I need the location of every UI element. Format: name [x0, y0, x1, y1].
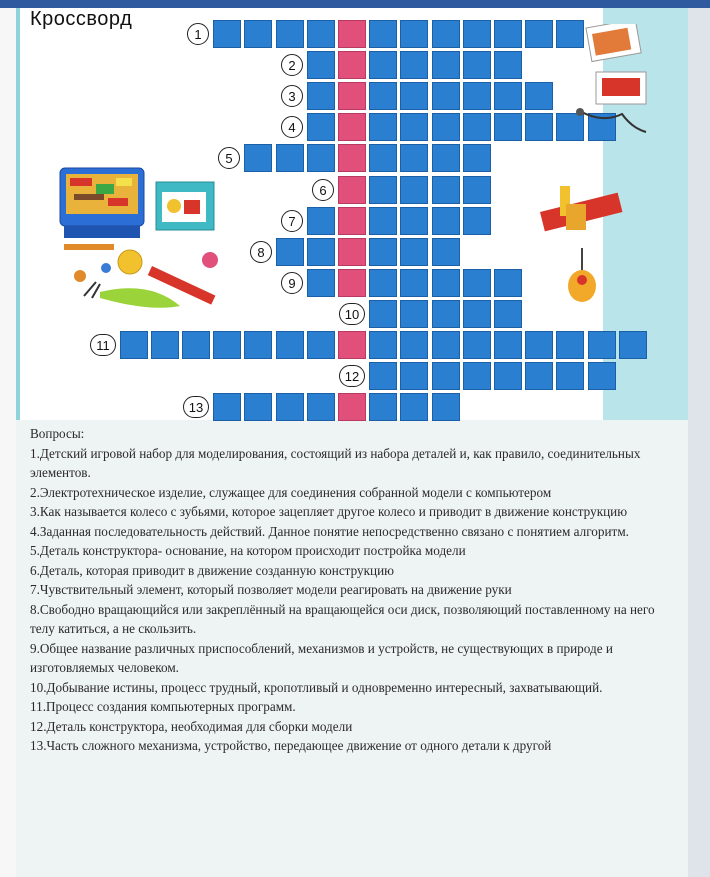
crossword-cell[interactable] [307, 269, 335, 297]
crossword-cell[interactable] [494, 300, 522, 328]
crossword-cell[interactable] [463, 362, 491, 390]
crossword-cell[interactable] [525, 82, 553, 110]
crossword-cell[interactable] [463, 144, 491, 172]
crossword-cell[interactable] [619, 331, 647, 359]
question-8: 8.Свободно вращающийся или закреплённый на вращающейся оси диск, позволяющий поставленному на него телу катиться, а не скользить. [30, 601, 658, 636]
crossword-cell[interactable] [400, 144, 428, 172]
parts-box-picture [58, 162, 148, 242]
crossword-cell[interactable] [432, 269, 460, 297]
page-title: Кроссворд [30, 8, 133, 30]
crossword-cell[interactable] [432, 176, 460, 204]
clue-number-1: 1 [187, 23, 209, 45]
crossword-cell[interactable] [369, 144, 397, 172]
cards-picture [572, 24, 652, 134]
clue-number-5: 5 [218, 147, 240, 169]
crossword-cell[interactable] [307, 113, 335, 141]
crossword-cell[interactable] [525, 113, 553, 141]
crossword-cell[interactable] [400, 82, 428, 110]
crossword-cell[interactable] [400, 113, 428, 141]
crossword-cell[interactable] [182, 331, 210, 359]
robot-model-picture [536, 182, 628, 318]
crossword-cell[interactable] [276, 20, 304, 48]
crossword-cell[interactable] [463, 113, 491, 141]
crossword-cell[interactable] [244, 144, 272, 172]
crossword-cell[interactable] [525, 362, 553, 390]
question-10: 10.Добывание истины, процесс трудный, кропотливый и одновременно интересный, захватывающий. [30, 679, 603, 695]
crossword-cell[interactable] [307, 331, 335, 359]
crossword-cell[interactable] [494, 113, 522, 141]
clue-number-13: 13 [183, 396, 209, 418]
crossword-cell[interactable] [432, 51, 460, 79]
crossword-cell[interactable] [307, 82, 335, 110]
crossword-cell[interactable] [307, 393, 335, 421]
crossword-cell[interactable] [213, 393, 241, 421]
question-6: 6.Деталь, которая приводит в движение созданную конструкцию [30, 562, 394, 578]
crossword-cell[interactable] [400, 51, 428, 79]
crossword-cell[interactable] [556, 331, 584, 359]
crossword-cell[interactable] [400, 362, 428, 390]
crossword-cell[interactable] [120, 331, 148, 359]
crossword-cell[interactable] [463, 51, 491, 79]
clue-number-4: 4 [281, 116, 303, 138]
crossword-cell[interactable] [400, 331, 428, 359]
crossword-cell[interactable] [244, 331, 272, 359]
robot-parts-picture [60, 240, 240, 318]
crossword-cell[interactable] [369, 82, 397, 110]
crossword-cell[interactable] [432, 113, 460, 141]
crossword-cell[interactable] [276, 393, 304, 421]
crossword-cell[interactable] [338, 393, 366, 421]
window-top-bar [0, 0, 710, 8]
question-12: 12.Деталь конструктора, необходимая для сборки модели [30, 718, 353, 734]
crossword-cell[interactable] [463, 300, 491, 328]
crossword-cell[interactable] [307, 51, 335, 79]
crossword-cell[interactable] [525, 20, 553, 48]
crossword-cell[interactable] [463, 269, 491, 297]
crossword-cell[interactable] [369, 51, 397, 79]
crossword-cell[interactable] [432, 82, 460, 110]
crossword-cell[interactable] [400, 238, 428, 266]
question-11: 11.Процесс создания компьютерных программ. [30, 699, 296, 714]
crossword-cell[interactable] [463, 207, 491, 235]
clue-number-9: 9 [281, 272, 303, 294]
crossword-cell[interactable] [369, 238, 397, 266]
crossword-cell[interactable] [400, 20, 428, 48]
crossword-cell[interactable] [338, 82, 366, 110]
crossword-cell[interactable] [463, 331, 491, 359]
crossword-cell[interactable] [276, 331, 304, 359]
crossword-cell[interactable] [494, 82, 522, 110]
crossword-cell[interactable] [463, 82, 491, 110]
clue-number-7: 7 [281, 210, 303, 232]
clue-number-12: 12 [339, 365, 365, 387]
clue-number-3: 3 [281, 85, 303, 107]
clue-number-11: 11 [90, 334, 116, 356]
crossword-cell[interactable] [400, 207, 428, 235]
crossword-cell[interactable] [525, 331, 553, 359]
crossword-cell[interactable] [338, 20, 366, 48]
crossword-cell[interactable] [494, 362, 522, 390]
crossword-cell[interactable] [338, 238, 366, 266]
crossword-cell[interactable] [276, 144, 304, 172]
crossword-cell[interactable] [494, 51, 522, 79]
crossword-cell[interactable] [369, 20, 397, 48]
crossword-cell[interactable] [556, 362, 584, 390]
crossword-cell[interactable] [400, 300, 428, 328]
crossword-cell[interactable] [432, 331, 460, 359]
question-1: 1.Детский игровой набор для моделирования, состоящий из набора деталей и, как правило, соединительных элементов. [30, 445, 644, 480]
clue-number-10: 10 [339, 303, 365, 325]
crossword-cell[interactable] [244, 20, 272, 48]
crossword-cell[interactable] [369, 393, 397, 421]
crossword-cell[interactable] [432, 393, 460, 421]
question-3: 3.Как называется колесо с зубьями, которое зацепляет другое колесо и приводит в движение конструкцию [30, 504, 628, 519]
crossword-cell[interactable] [400, 393, 428, 421]
crossword-cell[interactable] [463, 176, 491, 204]
crossword-cell[interactable] [400, 269, 428, 297]
question-5: 5.Деталь конструктора- основание, на котором происходит постройка модели [30, 543, 466, 558]
crossword-cell[interactable] [369, 113, 397, 141]
crossword-cell[interactable] [369, 269, 397, 297]
kit-booklet-picture [152, 178, 222, 238]
crossword-cell[interactable] [400, 176, 428, 204]
crossword-cell[interactable] [369, 207, 397, 235]
crossword-cell[interactable] [369, 362, 397, 390]
clue-number-8: 8 [250, 241, 272, 263]
crossword-cell[interactable] [432, 207, 460, 235]
crossword-cell[interactable] [494, 331, 522, 359]
crossword-cell[interactable] [276, 238, 304, 266]
crossword-cell[interactable] [432, 144, 460, 172]
crossword-cell[interactable] [307, 20, 335, 48]
crossword-cell[interactable] [244, 393, 272, 421]
crossword-cell[interactable] [307, 238, 335, 266]
crossword-cell[interactable] [338, 207, 366, 235]
crossword-cell[interactable] [432, 300, 460, 328]
crossword-cell[interactable] [369, 300, 397, 328]
clue-number-2: 2 [281, 54, 303, 76]
crossword-cell[interactable] [338, 144, 366, 172]
question-13: 13.Часть сложного механизма, устройство, передающее движение от одного детали к другой [30, 738, 552, 753]
clue-number-6: 6 [312, 179, 334, 201]
crossword-cell[interactable] [494, 269, 522, 297]
crossword-cell[interactable] [307, 144, 335, 172]
questions-section [30, 424, 670, 756]
crossword-cell[interactable] [588, 331, 616, 359]
question-9: 9.Общее название различных приспособлений, механизмов и устройств, не существующих в природе и изготовляемых человеком. [30, 640, 617, 675]
crossword-cell[interactable] [494, 20, 522, 48]
crossword-cell[interactable] [213, 331, 241, 359]
crossword-cell[interactable] [463, 20, 491, 48]
crossword-cell[interactable] [432, 20, 460, 48]
crossword-cell[interactable] [151, 331, 179, 359]
question-7: 7.Чувствительный элемент, который позволяет модели реагировать на движение руки [30, 582, 512, 597]
window-scrollbar[interactable] [688, 8, 710, 877]
crossword-cell[interactable] [369, 176, 397, 204]
crossword-cell[interactable] [338, 51, 366, 79]
crossword-cell[interactable] [213, 20, 241, 48]
question-2: 2.Электротехническое изделие, служащее для соединения собранной модели с компьютером [30, 484, 552, 500]
crossword-cell[interactable] [588, 362, 616, 390]
crossword-cell[interactable] [338, 269, 366, 297]
crossword-cell[interactable] [338, 331, 366, 359]
crossword-cell[interactable] [338, 176, 366, 204]
crossword-cell[interactable] [432, 238, 460, 266]
questions-heading: Вопросы: [30, 426, 85, 441]
crossword-cell[interactable] [307, 207, 335, 235]
crossword-cell[interactable] [432, 362, 460, 390]
crossword-cell[interactable] [338, 113, 366, 141]
question-4: 4.Заданная последовательность действий. Данное понятие непосредственно связано с понятием алгоритм. [30, 523, 629, 539]
crossword-cell[interactable] [369, 331, 397, 359]
